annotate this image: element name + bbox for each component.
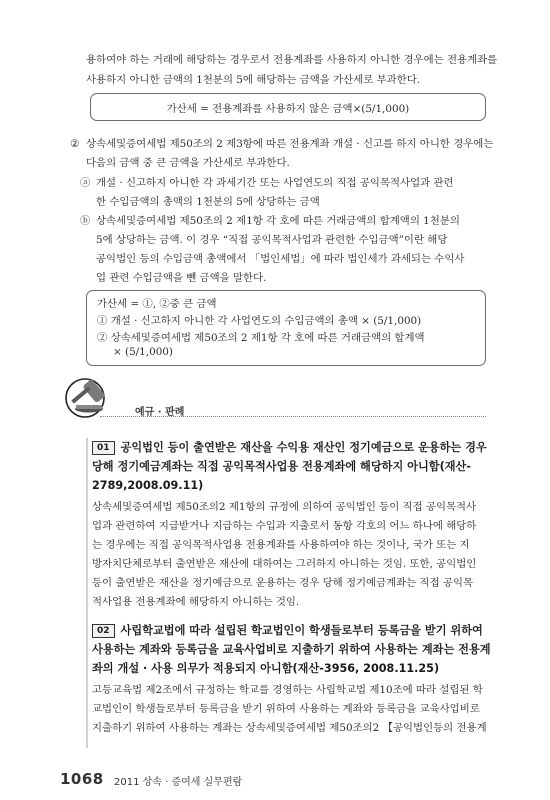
book-title: 2011 상속 · 증여세 실무편람 (114, 777, 243, 788)
gavel-icon (58, 378, 108, 418)
sub-b-line-4: 업 관련 수입금액을 뺀 금액을 말한다. (96, 272, 267, 284)
sub-a-line-2: 한 수입금액의 총액의 1천분의 5에 상당하는 금액 (96, 196, 320, 208)
sub-b-line-3: 공익법인 등의 수입금액 총액에서 「법인세법」에 따라 법인세가 과세되는 수익사 (96, 253, 465, 265)
case-02-body-line-3: 지출하기 위하여 사용하는 계좌는 상속세및증여세법 제50조의2 【공익법인등의 전용계 (92, 722, 487, 734)
formula-text: 가산세 = 전용계좌를 사용하지 않은 금액×(5/1,000) (166, 103, 410, 115)
item-2-marker: ② (70, 138, 80, 150)
formula-2-line-2: ① 개설 · 신고하지 아니한 각 사업연도의 수입금액의 총액 × (5/1,000) (97, 315, 422, 327)
formula-box-2 (86, 290, 486, 366)
case-01-heading-line-1: 01 공익법인 등이 출연받은 재산을 수익용 재산인 정기예금으로 운용하는 경우 (92, 439, 487, 457)
formula-box-1 (90, 93, 486, 121)
case-01-body-line-6: 적사업용 전용계좌에 해당하지 아니하는 것임. (92, 596, 300, 608)
case-02-body-line-1: 고등교육법 제2조에서 규정하는 학교를 경영하는 사립학교법 제10조에 따라 설립된 학 (92, 684, 483, 696)
section-label: 예규 · 판례 (135, 407, 185, 418)
formula-2-line-4: × (5/1,000) (113, 346, 173, 358)
case-01-heading-line-2: 당해 정기예금계좌는 직접 공익목적사업용 전용계좌에 해당하지 아니함(재산- (92, 460, 471, 473)
sub-a-line-1: 개설 · 신고하지 아니한 각 과세기간 또는 사업연도의 직접 공익목적사업과 관련 (96, 177, 454, 189)
case-02-heading-line-1: 02 사립학교법에 따라 설립된 학교법인이 학생들로부터 등록금을 받기 위하여 (92, 622, 483, 640)
page-number: 1068 (60, 770, 104, 788)
case-01-body-line-2: 업과 관련하여 지급받거나 지급하는 수입과 지출로서 동항 각호의 어느 하나에 해당하 (92, 520, 477, 532)
case-02-heading-line-3: 좌의 개설 · 사용 의무가 적용되지 아니함(재산-3956, 2008.11.25) (92, 662, 440, 675)
case-01-body-line-1: 상속세및증여세법 제50조의2 제1항의 규정에 의하여 공익법인 등이 직접 공익목적사 (92, 501, 477, 513)
case-01-heading-line-3: 2789,2008.09.11) (92, 479, 204, 492)
case-01-body-line-4: 방자치단체로부터 출연받은 재산에 대하여는 그러하지 아니하는 것임. 또한, 공익법인 (92, 558, 477, 570)
intro-line-1: 용하여야 하는 거래에 해당하는 경우로서 전용계좌를 사용하지 아니한 경우에는 전용계좌를 (86, 54, 498, 66)
case-01-body-line-5: 등이 출연받은 재산을 정기예금으로 운용하는 경우 당해 정기예금계좌는 직접 공익목 (92, 577, 474, 589)
item-2-line-2: 다음의 금액 중 큰 금액을 가산세로 부과한다. (86, 157, 290, 169)
formula-2-line-1: 가산세 = ①, ②중 큰 금액 (97, 298, 217, 310)
sub-b-line-1: 상속세및증여세법 제50조의 2 제1항 각 호에 따른 거래금액의 합계액의 1천분의 (96, 215, 460, 227)
case-02-number-badge: 02 (92, 624, 115, 638)
sub-a-marker: ⓐ (80, 177, 91, 189)
formula-2-line-3: ② 상속세및증여세법 제50조의 2 제1항 각 호에 따른 거래금액의 합계액 (97, 332, 425, 344)
item-2-line-1: 상속세및증여세법 제50조의 2 제3항에 따른 전용계좌 개설 · 신고를 하지 아니한 경우에는 (86, 138, 494, 150)
case-01-body-line-3: 는 경우에는 직접 공익목적사업용 전용계좌를 사용하여야 하는 것이나, 국가 또는 지 (92, 539, 470, 551)
sub-b-marker: ⓑ (80, 215, 91, 227)
sub-b-line-2: 5에 상당하는 금액. 이 경우 “직접 공익목적사업과 관련한 수입금액”이란 해당 (96, 234, 448, 246)
case-02-heading-line-2: 사용하는 계좌와 등록금을 교육사업비로 지출하기 위하여 사용하는 계좌는 전용계 (92, 643, 491, 656)
case-01-number-badge: 01 (92, 441, 115, 455)
case-sidebar-rule (86, 438, 88, 748)
intro-line-2: 사용하지 아니한 금액의 1천분의 5에 해당하는 금액을 가산세로 부과한다. (86, 74, 421, 86)
case-02-body-line-2: 교법인이 학생들로부터 등록금을 받기 위하여 사용하는 계좌와 등록금을 교육사업비로 (92, 703, 480, 715)
